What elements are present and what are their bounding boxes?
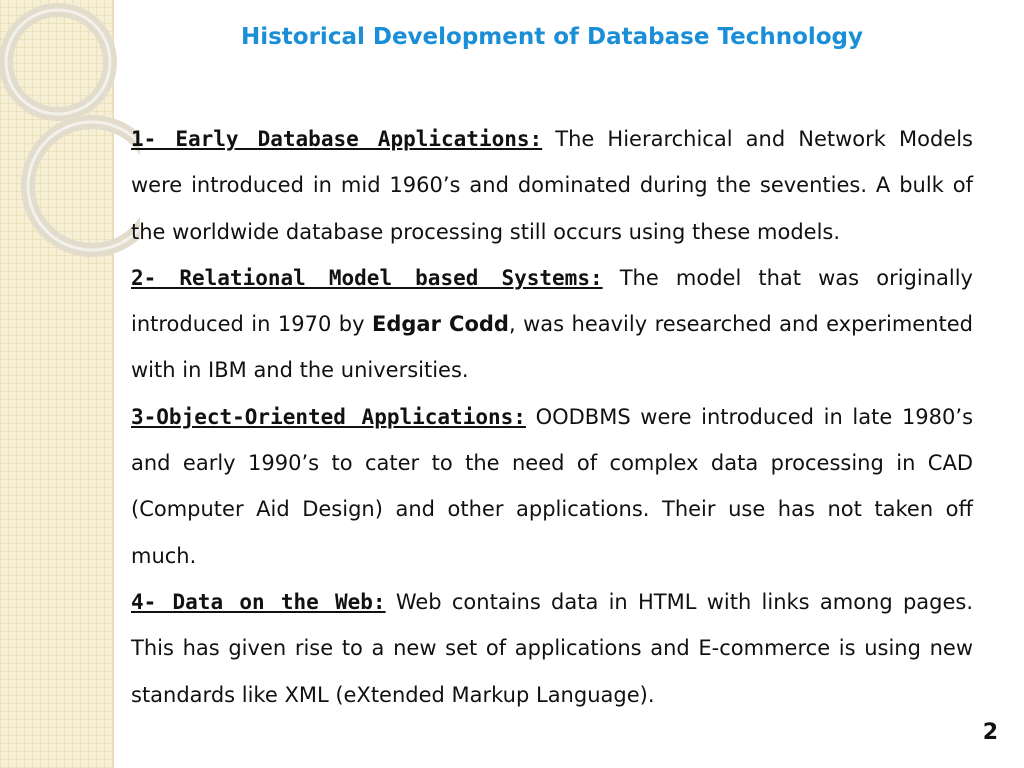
section-relational-model [131,255,973,394]
section-heading: 3-Object-Oriented Applications: [131,404,526,429]
section-body: The model that was originally introduced in 1970 by [131,265,973,337]
section-body: The Hierarchical and Network Models were introduced in mid 1960’s and dominated during the seventies. A bulk of the worldwide database processing still occurs using these models. [131,127,973,244]
section-heading: 2- Relational Model based Systems: [131,265,603,290]
section-body: Web contains data in HTML with links among pages. This has given rise to a new set of applications and E-commerce is using new standards like XML (eXtended Markup Language). [131,589,974,707]
section-data-on-web [131,579,973,718]
page-number: 2 [982,720,998,745]
section-object-oriented [131,394,973,579]
section-body: , was heavily researched and experimented with in IBM and the universities. [131,312,973,383]
section-early-database [131,116,973,255]
section-body: OODBMS were introduced in late 1980’s and early 1990’s to cater to the need of complex data processing in CAD (Computer Aid Design) and other applications. Their use has not taken off much. [131,404,974,568]
decorative-rings-icon [0,0,140,300]
section-body-bold: Edgar Codd [372,312,509,337]
section-heading: 4- Data on the Web: [131,589,386,614]
slide-title: Historical Development of Database Technology [240,24,864,50]
slide-content [131,116,973,718]
section-heading: 1- Early Database Applications: [131,127,543,151]
